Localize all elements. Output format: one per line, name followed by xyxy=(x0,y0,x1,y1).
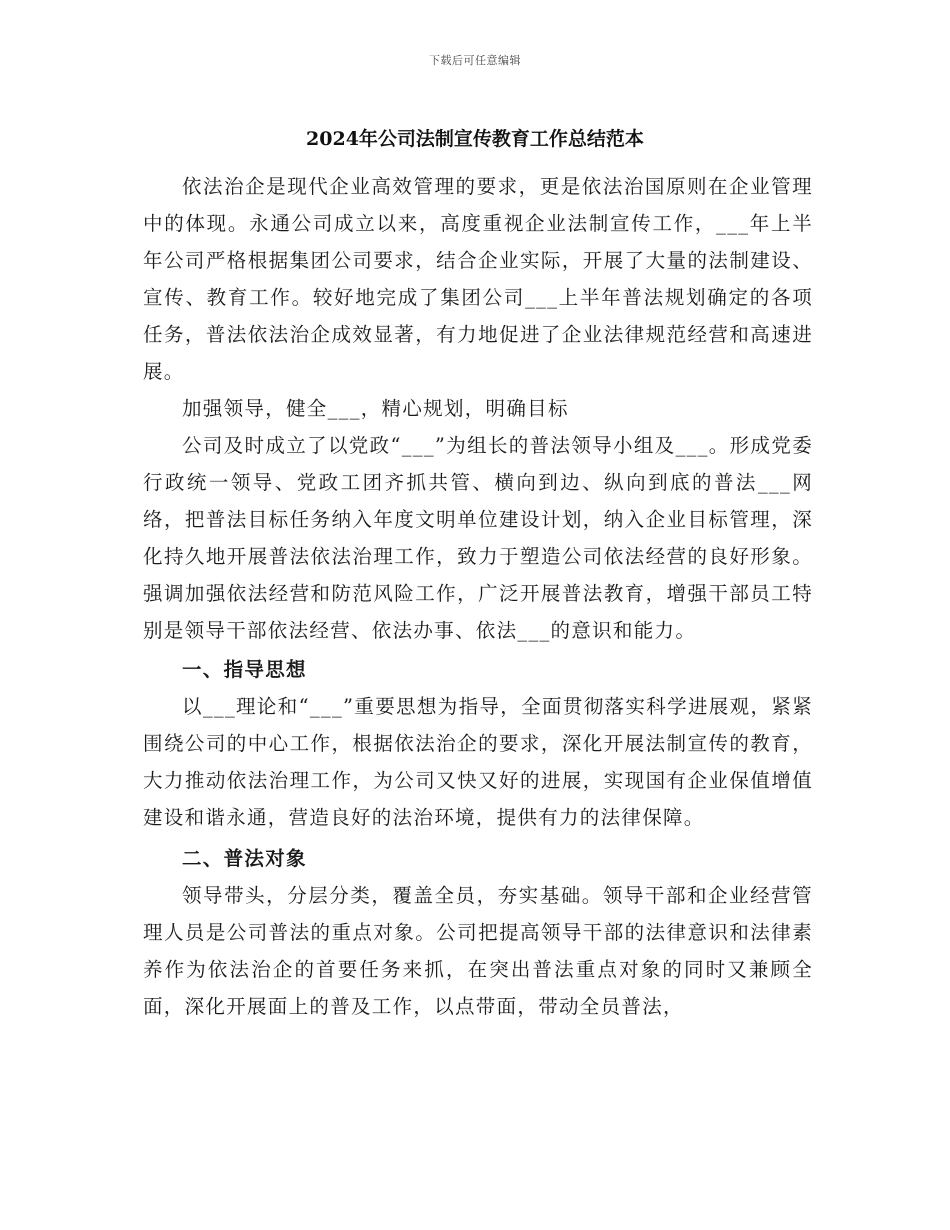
document-title: 2024年公司法制宣传教育工作总结范本 xyxy=(306,128,644,150)
section-2-heading: 二、普法对象 xyxy=(182,847,307,870)
section-1-heading: 一、指导思想 xyxy=(182,658,307,681)
download-note: 下载后可任意编辑 xyxy=(429,54,521,67)
leadership-paragraph: 公司及时成立了以党政“___”为组长的普法领导小组及___。形成党委行政统一领导、党政工团齐抓共管、横向到边、纵向到底的普法___网络，把普法目标任务纳入年度文明单位建设计划，纳入企业目标管理，深化持久地开展普法依法治理工作，致力于塑造公司依法经营的良好形象。强调加强依法经营和防范风险工作，广泛开展普法教育，增强干部员工特别是领导干部依法经营、依法办事、依法___的意识和能力。 xyxy=(143,434,813,642)
section-2-body: 领导带头，分层分类，覆盖全员，夯实基础。领导干部和企业经营管理人员是公司普法的重点对象。公司把提高领导干部的法律意识和法律素养作为依法治企的首要任务来抓，在突出普法重点对象的同时又兼顾全面，深化开展面上的普及工作，以点带面，带动全员普法， xyxy=(143,884,813,1018)
section-1-body: 以___理论和“___”重要思想为指导，全面贯彻落实科学进展观，紧紧围绕公司的中心工作，根据依法治企的要求，深化开展法制宣传的教育，大力推动依法治理工作，为公司又快又好的进展，实现国有企业保值增值建设和谐永通，营造良好的法治环境，提供有力的法律保障。 xyxy=(143,695,813,829)
intro-paragraph: 依法治企是现代企业高效管理的要求，更是依法治国原则在企业管理中的体现。永通公司成立以来，高度重视企业法制宣传工作，___年上半年公司严格根据集团公司要求，结合企业实际，开展了大量的法制建设、宣传、教育工作。较好地完成了集团公司___上半年普法规划确定的各项任务，普法依法治企成效显著，有力地促进了企业法律规范经营和高速进展。 xyxy=(143,175,813,383)
document-body xyxy=(143,168,813,1025)
subheading: 加强领导，健全___，精心规划，明确目标 xyxy=(182,397,569,420)
